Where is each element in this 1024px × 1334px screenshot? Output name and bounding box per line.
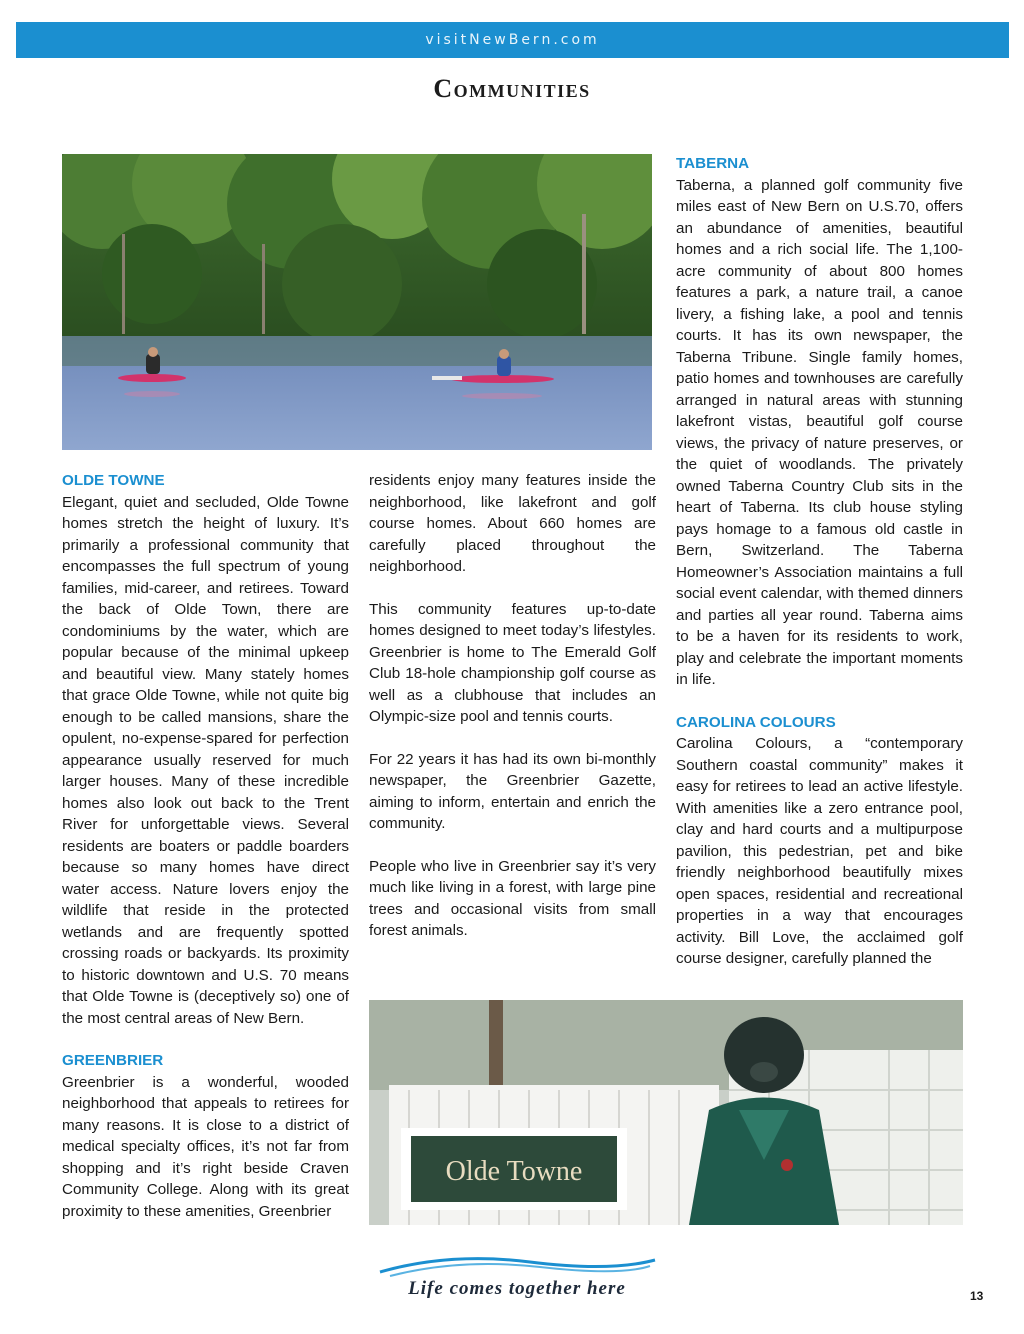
greenbrier-heading: GREENBRIER — [62, 1052, 164, 1069]
carolina-colours-body: Carolina Colours, a “contemporary Southern coastal community” makes it easy for retirees to lead an active lifestyle. With amenities like a zero entrance pool, clay and hard courts and a multipurpose pavilion, this pedestrian, pet and bike friendly neighborhood beautifully mixes open spaces, residential and recreational properties in a way that encourages activity. Bill Love, the acclaimed golf course designer, carefully planned the — [676, 735, 963, 967]
greenbrier-body-1: Greenbrier is a wonderful, wooded neighborhood that appeals to retirees for many reasons. It is close to a district of medical specialty offices, it’s not far from shopping and it’s right beside Craven Community College. Along with its great proximity to these amenities, Greenbrier — [62, 1073, 349, 1220]
wave-logo-icon — [370, 1252, 660, 1280]
page-title: Communities — [433, 74, 591, 103]
sign-text: Olde Towne — [445, 1156, 583, 1187]
carolina-colours-heading: CAROLINA COLOURS — [676, 713, 836, 731]
greenbrier-body-2: This community features up-to-date homes designed to meet today’s lifestyles. Greenbrier is home to The Emerald Golf Club 18-hole championship golf course as well as a clubhouse that includes an Olympic-size pool and tennis courts. — [369, 600, 656, 725]
greenbrier-body-3: For 22 years it has had its own bi-monthly newspaper, the Greenbrier Gazette, aiming to inform, entertain and enrich the community. — [369, 750, 656, 832]
middle-column — [369, 470, 656, 942]
greenbrier-body-4: People who live in Greenbrier say it’s very much like living in a forest, with large pine trees and occasional visits from small forest animals. — [369, 857, 656, 939]
taberna-heading: TABERNA — [676, 155, 750, 172]
site-url: visitNewBern.com — [425, 32, 600, 48]
sign-illustration — [369, 1000, 963, 1225]
greenbrier-body-1-cont: residents enjoy many features inside the neighborhood, like lakefront and golf course homes. About 660 homes are carefully placed throughout the neighborhood. — [369, 472, 656, 575]
kayak-illustration — [62, 154, 652, 450]
olde-towne-body: Elegant, quiet and secluded, Olde Towne homes stretch the height of luxury. It’s primarily a professional community that encompasses the full spectrum of young families, mid-career, and retirees. Toward the back of Olde Town, there are condominiums by the water, which are popular because of the minimal upkeep and beautiful view. Many stately homes that grace Olde Towne, while not quite big enough to be called mansions, share the opulent, no-expense-spared for perfection appearance usually reserved for much larger houses. Many of these incredible homes also look out back to the Trent River for unforgettable views. Several residents are boaters or paddle boarders because so many homes have direct water access. Nature lovers enjoy the wildlife that reside in the protected wetlands and are frequently spotted crossing roads or backyards. Its proximity to historic downtown and U.S. 70 means that Olde Towne is (deceptively so) one of the most central areas of New Bern. — [62, 493, 349, 1027]
olde-towne-heading: OLDE TOWNE — [62, 472, 165, 489]
page-number: 13 — [970, 1289, 984, 1303]
taberna-body: Taberna, a planned golf community five miles east of New Bern on U.S.70, offers an abundance of amenities, beautiful homes and a rich social life. The 1,100-acre community of about 800 homes features a park, a nature trail, a canoe livery, a fishing lake, a pool and tennis courts. It has its own newspaper, the Taberna Tribune. Single family homes, patio homes and townhouses are carefully arranged in natural areas with stunning lakefront vistas, beautiful golf course views, the privacy of nature preserves, or the quiet of woodlands. The privately owned Taberna Country Club sits in the heart of Taberna. Its club house styling pays homage to a famous old castle in Bern, Switzerland. The Taberna Homeowner’s Association maintains a full social event calendar, with themed dinners and parties all year round. Taberna aims to be a haven for its residents to work, play and celebrate the important moments in life. — [676, 176, 963, 688]
olde-towne-sign-photo — [369, 1000, 963, 1225]
left-column — [62, 470, 349, 1222]
tagline: Life comes together here — [408, 1278, 626, 1299]
right-column — [676, 153, 963, 970]
kayak-photo — [62, 154, 652, 450]
header-bar — [16, 22, 1009, 58]
